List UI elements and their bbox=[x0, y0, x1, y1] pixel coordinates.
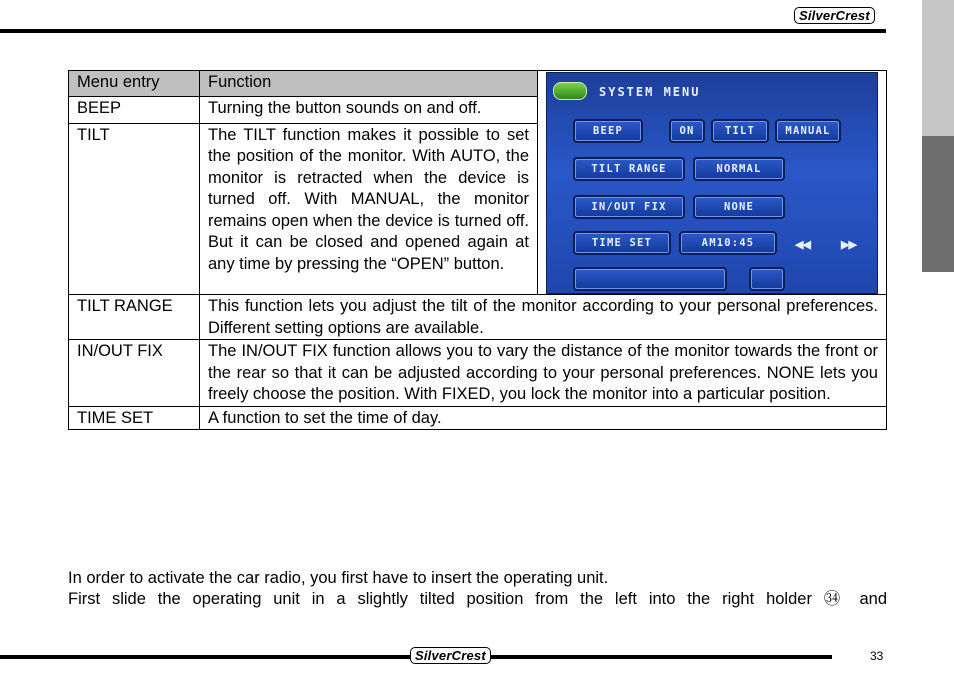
row-entry: TIME SET bbox=[69, 406, 200, 430]
row-function: This function lets you adjust the tilt of the monitor according to your personal preferences. Different setting options are available. bbox=[200, 295, 887, 340]
table-row bbox=[69, 295, 887, 340]
brand-logo-top: SilverCrest bbox=[794, 7, 875, 24]
header-function: Function bbox=[200, 71, 538, 97]
screen-blank-small bbox=[749, 267, 785, 291]
header-menu-entry: Menu entry bbox=[69, 71, 200, 97]
screen-next-arrow-icon: ▶▶ bbox=[841, 239, 856, 251]
side-tab-dark bbox=[922, 136, 954, 272]
screen-in-out-fix-button: IN/OUT FIX bbox=[573, 195, 685, 219]
screen-prev-arrow-icon: ◀◀ bbox=[795, 239, 810, 251]
page-number: 33 bbox=[870, 649, 884, 663]
system-menu-screenshot bbox=[546, 72, 878, 294]
screen-title: SYSTEM MENU bbox=[599, 85, 701, 99]
row-entry: TILT bbox=[69, 123, 200, 294]
table-header-row bbox=[69, 71, 887, 97]
screen-time-value: AM10:45 bbox=[679, 231, 777, 255]
screen-tilt-button: TILT bbox=[711, 119, 769, 143]
screen-tilt-range-button: TILT RANGE bbox=[573, 157, 685, 181]
row-function: The TILT function makes it possible to set the position of the monitor. With AUTO, the monitor is retracted when the device is turned off. With MANUAL, the monitor remains open when the device is turned off. But it can be closed and opened again at any time by pressing the “OPEN” button. bbox=[200, 123, 538, 294]
paragraph-activate: In order to activate the car radio, you first have to insert the operating unit. bbox=[68, 569, 609, 587]
screen-beep-button: BEEP bbox=[573, 119, 643, 143]
paragraph-slide-unit: First slide the operating unit in a slightly tilted position from the left into the right holder ㉞ and bbox=[68, 590, 887, 608]
brand-logo-bottom: SilverCrest bbox=[410, 647, 491, 664]
row-entry: BEEP bbox=[69, 97, 200, 123]
header-rule bbox=[0, 29, 886, 33]
row-entry: IN/OUT FIX bbox=[69, 340, 200, 407]
row-entry: TILT RANGE bbox=[69, 295, 200, 340]
system-badge-icon bbox=[553, 82, 587, 100]
screen-none-button: NONE bbox=[693, 195, 785, 219]
screen-on-button: ON bbox=[669, 119, 705, 143]
side-tab-light bbox=[922, 0, 954, 136]
menu-function-table bbox=[68, 70, 887, 430]
row-function: A function to set the time of day. bbox=[200, 406, 887, 430]
table-row bbox=[69, 406, 887, 430]
screen-blank-bar bbox=[573, 267, 727, 291]
screen-normal-button: NORMAL bbox=[693, 157, 785, 181]
screen-manual-button: MANUAL bbox=[775, 119, 841, 143]
screen-image-cell bbox=[538, 71, 887, 295]
row-function: The IN/OUT FIX function allows you to vary the distance of the monitor towards the front or the rear so that it can be adjusted according to your personal preferences. NONE lets you freely choose the position. With FIXED, you lock the monitor into a particular position. bbox=[200, 340, 887, 407]
table-row bbox=[69, 340, 887, 407]
row-function: Turning the button sounds on and off. bbox=[200, 97, 538, 123]
screen-time-set-button: TIME SET bbox=[573, 231, 671, 255]
